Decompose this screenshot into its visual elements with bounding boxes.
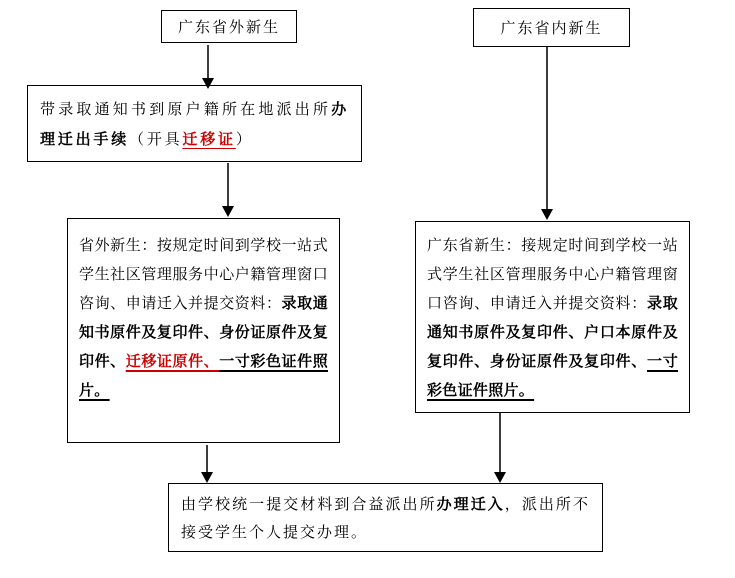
node-in-province-detail — [415, 221, 690, 413]
node-label: 广东省内新生 — [500, 20, 603, 37]
node-in-province-students — [473, 8, 630, 47]
node-school-submission — [168, 483, 603, 552]
text-segment: 录取通知书原件及复印件、身份证原件及复印件、 — [79, 295, 328, 370]
arrow-head-icon — [202, 78, 214, 89]
text-segment: 办理迁入 — [436, 496, 505, 513]
text-segment: 一寸彩色证件照片。 — [427, 353, 678, 399]
text-segment: 迁移证 — [182, 131, 236, 148]
node-out-of-province-detail — [67, 218, 340, 443]
text-segment: 一寸彩色证件照片。 — [79, 353, 329, 399]
arrow-outside-to-moveout — [202, 45, 214, 89]
arrow-line — [499, 413, 501, 472]
arrow-head-icon — [201, 472, 213, 483]
arrow-line — [206, 445, 208, 472]
node-out-of-province-students — [161, 10, 297, 43]
node-label: 广东省外新生 — [177, 19, 280, 36]
arrow-head-icon — [541, 209, 553, 220]
arrow-line — [207, 45, 209, 78]
text-segment: 省外新生：按规定时间到学校一站式学生社区管理服务中心户籍管理窗口咨询、申请迁入并提交资料： — [79, 237, 328, 312]
text-segment: ，派出所不接受学生个人提交办理。 — [181, 496, 590, 541]
text-segment: 办理迁出手续 — [40, 101, 349, 148]
arrow-left-detail-to-bottom — [201, 445, 213, 483]
arrow-inside-to-right-detail — [541, 47, 553, 220]
text-segment: 录取通知书原件及复印件、户口本原件及复印件、身份证原件及复印件、 — [427, 295, 678, 370]
text-segment: 带录取通知书到原户籍所在地派出所 — [40, 101, 332, 118]
arrow-right-detail-to-bottom — [494, 413, 506, 483]
arrow-head-icon — [222, 206, 234, 217]
node-move-out-procedure — [27, 85, 362, 162]
arrow-line — [227, 163, 229, 206]
arrow-line — [546, 47, 548, 209]
arrow-moveout-to-left-detail — [222, 163, 234, 217]
arrow-head-icon — [494, 472, 506, 483]
text-segment: 迁移证原件、 — [125, 353, 220, 370]
text-segment: （开具 — [129, 131, 183, 148]
text-segment: 由学校统一提交材料到合益派出所 — [181, 496, 437, 513]
text-segment: ） — [235, 131, 254, 148]
text-segment: 广东省新生：接规定时间到学校一站式学生社区管理服务中心户籍管理窗口咨询、申请迁入并提交资料： — [427, 237, 678, 312]
